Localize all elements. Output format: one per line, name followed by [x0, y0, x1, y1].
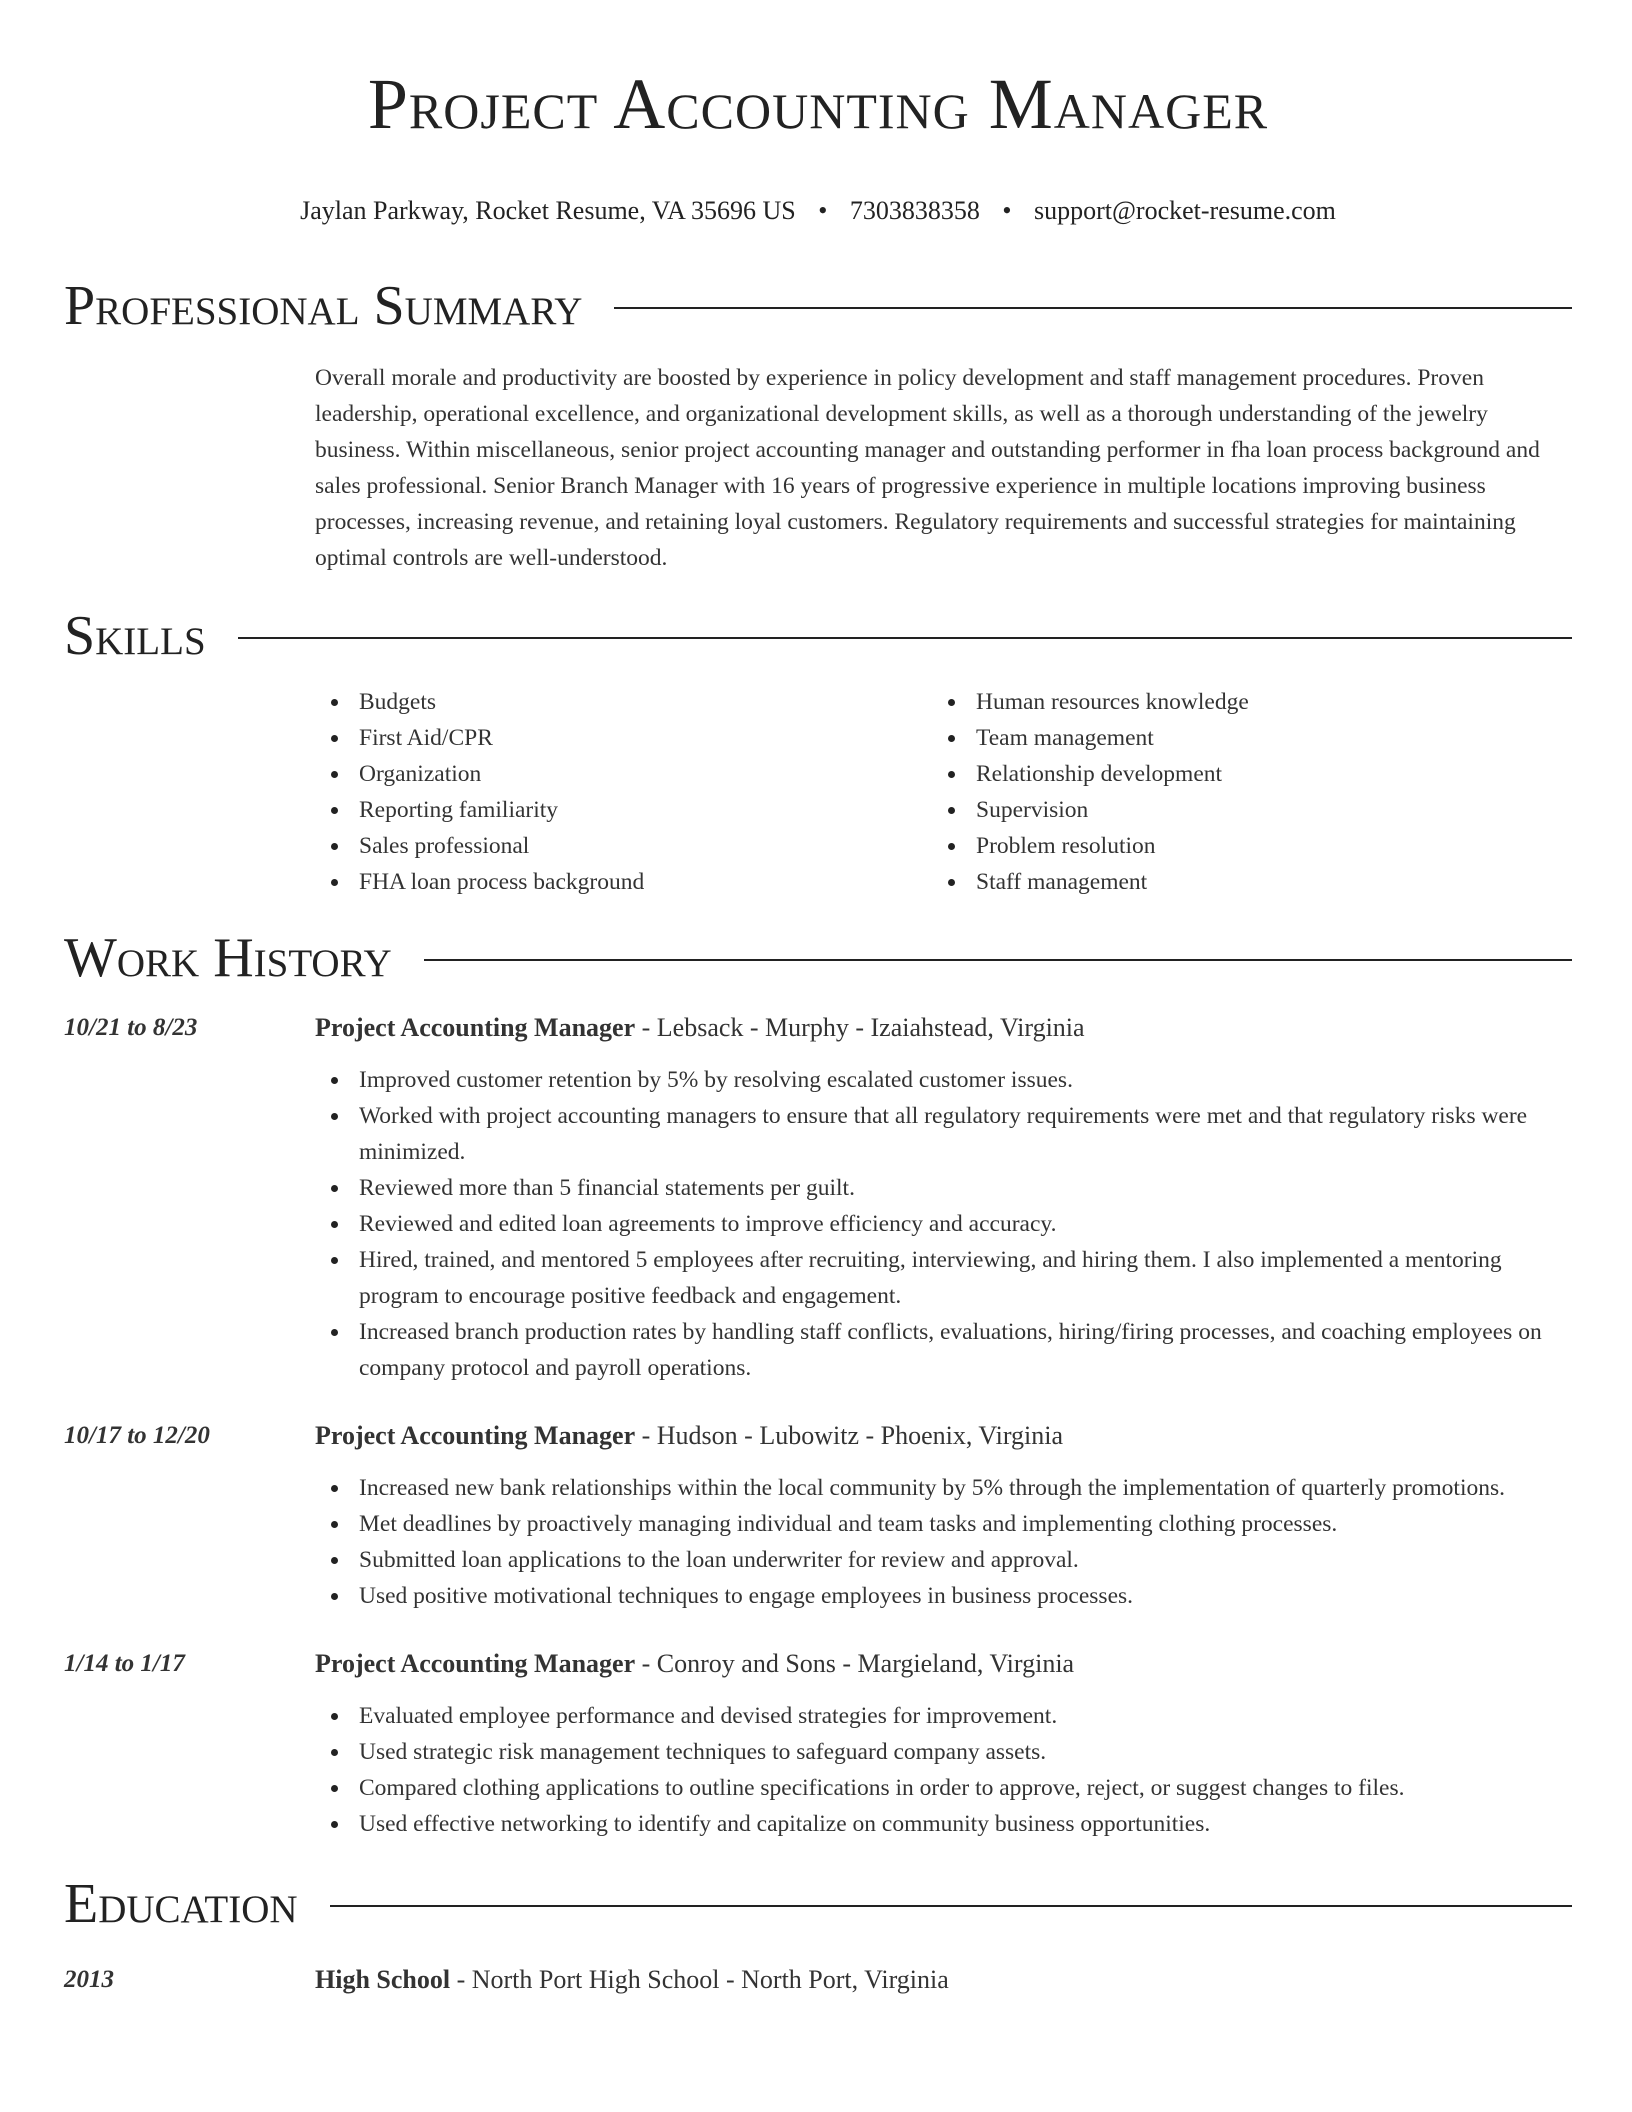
job-heading [64, 1010, 1572, 1046]
work-section-title: Work History [64, 927, 392, 989]
job-company: - Hudson - Lubowitz - Phoenix, Virginia [635, 1421, 1064, 1450]
skill-item: Relationship development [932, 756, 1549, 792]
skill-item: Team management [932, 720, 1549, 756]
summary-section-header [64, 274, 1572, 338]
skills-column-right [932, 684, 1549, 900]
summary-section-title: Professional Summary [64, 275, 583, 337]
skill-item: Problem resolution [932, 828, 1549, 864]
skills-section-header [64, 604, 1572, 668]
section-divider [330, 1905, 1572, 1907]
job-company: - Lebsack - Murphy - Izaiahstead, Virginia [635, 1013, 1085, 1042]
contact-separator: • [1002, 196, 1012, 225]
resume-name: Project Accounting Manager [367, 64, 1269, 144]
resume-page [64, 0, 1572, 1998]
job-dates: 10/17 to 12/20 [64, 1422, 210, 1449]
work-section-header [64, 926, 1572, 990]
skill-item: Sales professional [315, 828, 932, 864]
job-title: Project Accounting Manager [315, 1649, 636, 1678]
job-bullet: Reviewed and edited loan agreements to improve efficiency and accuracy. [315, 1206, 1572, 1242]
job-bullet: Hired, trained, and mentored 5 employees after recruiting, interviewing, and hiring them. I also implemented a mentoring program to encourage positive feedback and engagement. [315, 1242, 1572, 1314]
job-dates: 10/21 to 8/23 [64, 1014, 198, 1041]
skill-item: Reporting familiarity [315, 792, 932, 828]
contact-phone: 7303838358 [849, 196, 980, 225]
job-bullet: Compared clothing applications to outline specifications in order to approve, reject, or suggest changes to files. [315, 1770, 1572, 1806]
job-bullet: Increased branch production rates by handling staff conflicts, evaluations, hiring/firing processes, and coaching employees on company protocol and payroll operations. [315, 1314, 1572, 1386]
skill-item: Organization [315, 756, 932, 792]
skills-list [315, 684, 1572, 900]
education-year: 2013 [64, 1966, 114, 1993]
education-entry [64, 1962, 1572, 1998]
job-dates: 1/14 to 1/17 [64, 1650, 185, 1677]
job-bullet: Used positive motivational techniques to engage employees in business processes. [315, 1578, 1572, 1614]
job-bullet: Evaluated employee performance and devised strategies for improvement. [315, 1698, 1572, 1734]
job-heading [64, 1418, 1572, 1454]
job-bullet: Submitted loan applications to the loan underwriter for review and approval. [315, 1542, 1572, 1578]
job-heading [64, 1646, 1572, 1682]
skill-item: Staff management [932, 864, 1549, 900]
job-bullet: Improved customer retention by 5% by resolving escalated customer issues. [315, 1062, 1572, 1098]
skills-column-left [315, 684, 932, 900]
job-bullet: Reviewed more than 5 financial statements per guilt. [315, 1170, 1572, 1206]
education-section-header [64, 1872, 1572, 1936]
contact-separator: • [818, 196, 828, 225]
job-bullets [315, 1470, 1572, 1614]
skill-item: Supervision [932, 792, 1549, 828]
job-bullet: Used effective networking to identify and capitalize on community business opportunities. [315, 1806, 1572, 1842]
job-entry [64, 1010, 1572, 1386]
job-bullet: Used strategic risk management techniques to safeguard company assets. [315, 1734, 1572, 1770]
section-divider [238, 637, 1572, 639]
job-bullets [315, 1062, 1572, 1386]
job-title: Project Accounting Manager [315, 1421, 636, 1450]
job-bullet: Worked with project accounting managers to ensure that all regulatory requirements were met and that regulatory risks were minimized. [315, 1098, 1572, 1170]
job-entry [64, 1418, 1572, 1614]
education-school: - North Port High School - North Port, Virginia [450, 1965, 949, 1994]
job-company: - Conroy and Sons - Margieland, Virginia [635, 1649, 1075, 1678]
section-divider [424, 959, 1572, 961]
contact-line [64, 194, 1572, 228]
skill-item: Budgets [315, 684, 932, 720]
education-section-title: Education [64, 1873, 298, 1935]
job-entry [64, 1646, 1572, 1842]
job-title: Project Accounting Manager [315, 1013, 636, 1042]
skill-item: First Aid/CPR [315, 720, 932, 756]
skill-item: FHA loan process background [315, 864, 932, 900]
section-divider [614, 307, 1572, 309]
job-bullets [315, 1698, 1572, 1842]
job-bullet: Met deadlines by proactively managing individual and team tasks and implementing clothing processes. [315, 1506, 1572, 1542]
skills-section-title: Skills [64, 605, 206, 667]
summary-text: Overall morale and productivity are boosted by experience in policy development and staff management procedures. Proven leadership, operational excellence, and organizational development skills, as well as a thorough understanding of the jewelry business. Within miscellaneous, senior project accounting manager and outstanding performer in fha loan process background and sales professional. Senior Branch Manager with 16 years of progressive experience in multiple locations improving business processes, increasing revenue, and retaining loyal customers. Regulatory requirements and successful strategies for maintaining optimal controls are well-understood. [315, 365, 1540, 571]
contact-address: Jaylan Parkway, Rocket Resume, VA 35696 US [300, 196, 796, 225]
job-bullet: Increased new bank relationships within the local community by 5% through the implementation of quarterly promotions. [315, 1470, 1572, 1506]
education-degree: High School [315, 1965, 451, 1994]
contact-email: support@rocket-resume.com [1033, 196, 1336, 225]
skill-item: Human resources knowledge [932, 684, 1549, 720]
